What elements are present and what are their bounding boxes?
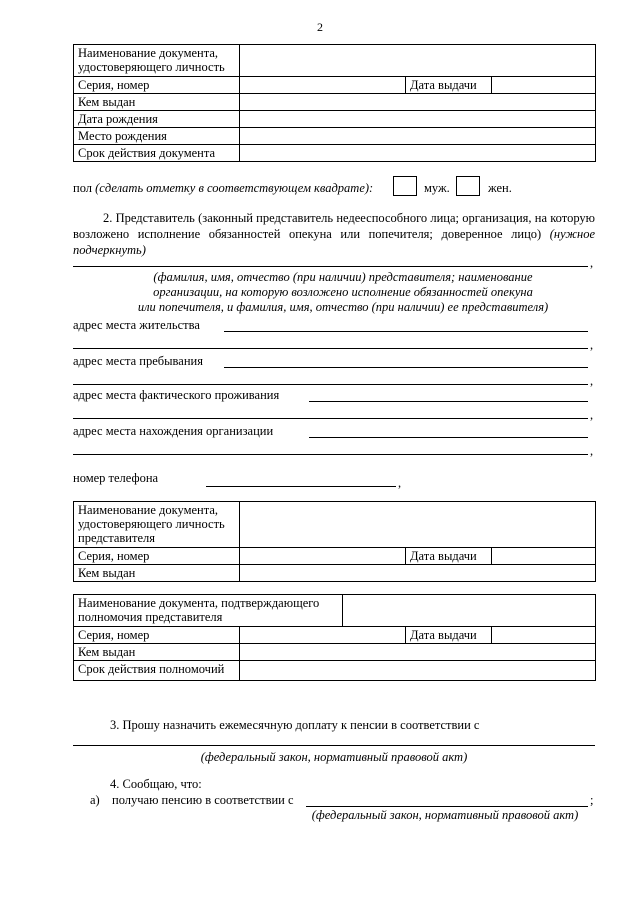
- item-a-caption: (федеральный закон, нормативный правовой акт): [311, 808, 579, 822]
- residence-address-line-1[interactable]: [224, 331, 588, 332]
- authority-doc-name-value[interactable]: [343, 595, 596, 627]
- item-a-marker: а): [90, 793, 100, 807]
- comma: ,: [590, 338, 594, 352]
- comma: ,: [590, 374, 594, 388]
- rep-series-number-label: Серия, номер: [74, 548, 240, 565]
- stay-address-line-2[interactable]: [73, 384, 588, 385]
- authority-document-table: [73, 594, 596, 681]
- doc-name-label: Наименование документа, удостоверяющего личность: [74, 45, 240, 77]
- table-row: [74, 111, 596, 128]
- male-label: муж.: [424, 181, 450, 195]
- authority-issued-by-label: Кем выдан: [74, 644, 240, 661]
- female-checkbox[interactable]: [456, 176, 480, 196]
- semicolon: ;: [590, 793, 594, 807]
- comma: ,: [590, 444, 594, 458]
- residence-address-label: адрес места жительства: [73, 318, 200, 332]
- section2-hint: (нужное подчеркнуть): [73, 227, 595, 257]
- series-number-label: Серия, номер: [74, 77, 240, 94]
- issue-date-value[interactable]: [492, 77, 596, 94]
- authority-series-number-label: Серия, номер: [74, 627, 240, 644]
- authority-issue-date-label: Дата выдачи: [406, 627, 492, 644]
- birth-place-value[interactable]: [240, 128, 596, 145]
- table-row: [74, 45, 596, 77]
- section3-line[interactable]: [73, 745, 595, 746]
- actual-address-line-1[interactable]: [309, 401, 588, 402]
- stay-address-line-1[interactable]: [224, 367, 588, 368]
- table-row: [74, 595, 596, 627]
- authority-issue-date-value[interactable]: [492, 627, 596, 644]
- rep-issued-by-label: Кем выдан: [74, 565, 240, 582]
- section4-text: 4. Сообщаю, что:: [110, 777, 202, 791]
- birth-date-value[interactable]: [240, 111, 596, 128]
- comma: ,: [590, 408, 594, 422]
- birth-place-label: Место рождения: [74, 128, 240, 145]
- table-row: [74, 502, 596, 548]
- residence-address-line-2[interactable]: [73, 348, 588, 349]
- birth-date-label: Дата рождения: [74, 111, 240, 128]
- table-row: [74, 145, 596, 162]
- section3-text: 3. Прошу назначить ежемесячную доплату к пенсии в соответствии с: [110, 718, 480, 732]
- female-label: жен.: [488, 181, 512, 195]
- gender-line: [73, 181, 373, 196]
- authority-doc-name-label: Наименование документа, подтверждающего полномочия представителя: [74, 595, 343, 627]
- representative-caption: (фамилия, имя, отчество (при наличии) представителя; наименование организации, на которую возложено исполнение обязанностей опекуна или попечителя, и фамилия, имя, отчество (при наличии) ее представителя): [137, 270, 549, 314]
- actual-address-label: адрес места фактического проживания: [73, 388, 280, 402]
- authority-validity-label: Срок действия полномочий: [74, 661, 240, 681]
- issued-by-label: Кем выдан: [74, 94, 240, 111]
- rep-issue-date-value[interactable]: [492, 548, 596, 565]
- rep-series-number-value[interactable]: [240, 548, 406, 565]
- authority-issued-by-value[interactable]: [240, 644, 596, 661]
- rep-issued-by-value[interactable]: [240, 565, 596, 582]
- validity-value[interactable]: [240, 145, 596, 162]
- table-row: [74, 77, 596, 94]
- actual-address-line-2[interactable]: [73, 418, 588, 419]
- gender-prefix: пол: [73, 181, 96, 195]
- page-number: 2: [317, 20, 323, 34]
- issued-by-value[interactable]: [240, 94, 596, 111]
- male-checkbox[interactable]: [393, 176, 417, 196]
- phone-label: номер телефона: [73, 471, 159, 485]
- series-number-value[interactable]: [240, 77, 406, 94]
- organization-address-line-1[interactable]: [309, 437, 588, 438]
- item-a-text: получаю пенсию в соответствии с: [112, 793, 294, 807]
- comma: ,: [398, 476, 402, 490]
- validity-label: Срок действия документа: [74, 145, 240, 162]
- rep-doc-name-label: Наименование документа, удостоверяющего личность представителя: [74, 502, 240, 548]
- representative-document-table: [73, 501, 596, 582]
- phone-line[interactable]: [206, 486, 396, 487]
- gender-hint: (сделать отметку в соответствующем квадрате):: [95, 181, 374, 195]
- table-row: [74, 94, 596, 111]
- rep-doc-name-value[interactable]: [240, 502, 596, 548]
- table-row: [74, 565, 596, 582]
- table-row: [74, 548, 596, 565]
- stay-address-label: адрес места пребывания: [73, 354, 203, 368]
- issue-date-label: Дата выдачи: [406, 77, 492, 94]
- table-row: [74, 627, 596, 644]
- rep-issue-date-label: Дата выдачи: [406, 548, 492, 565]
- organization-address-line-2[interactable]: [73, 454, 588, 455]
- item-a-line[interactable]: [306, 806, 588, 807]
- applicant-document-table: [73, 44, 596, 162]
- table-row: [74, 128, 596, 145]
- authority-series-number-value[interactable]: [240, 627, 406, 644]
- table-row: [74, 644, 596, 661]
- authority-validity-value[interactable]: [240, 661, 596, 681]
- section3-caption: (федеральный закон, нормативный правовой акт): [200, 750, 468, 764]
- table-row: [74, 661, 596, 681]
- representative-name-line[interactable]: [73, 266, 588, 267]
- section2-text: 2. Представитель (законный представитель недееспособного лица; организация, на которую возложено исполнение обязанностей опекуна или попечителя; доверенное лицо) (нужное подчеркнуть): [73, 211, 595, 257]
- comma: ,: [590, 256, 594, 270]
- organization-address-label: адрес места нахождения организации: [73, 424, 274, 438]
- doc-name-value[interactable]: [240, 45, 596, 77]
